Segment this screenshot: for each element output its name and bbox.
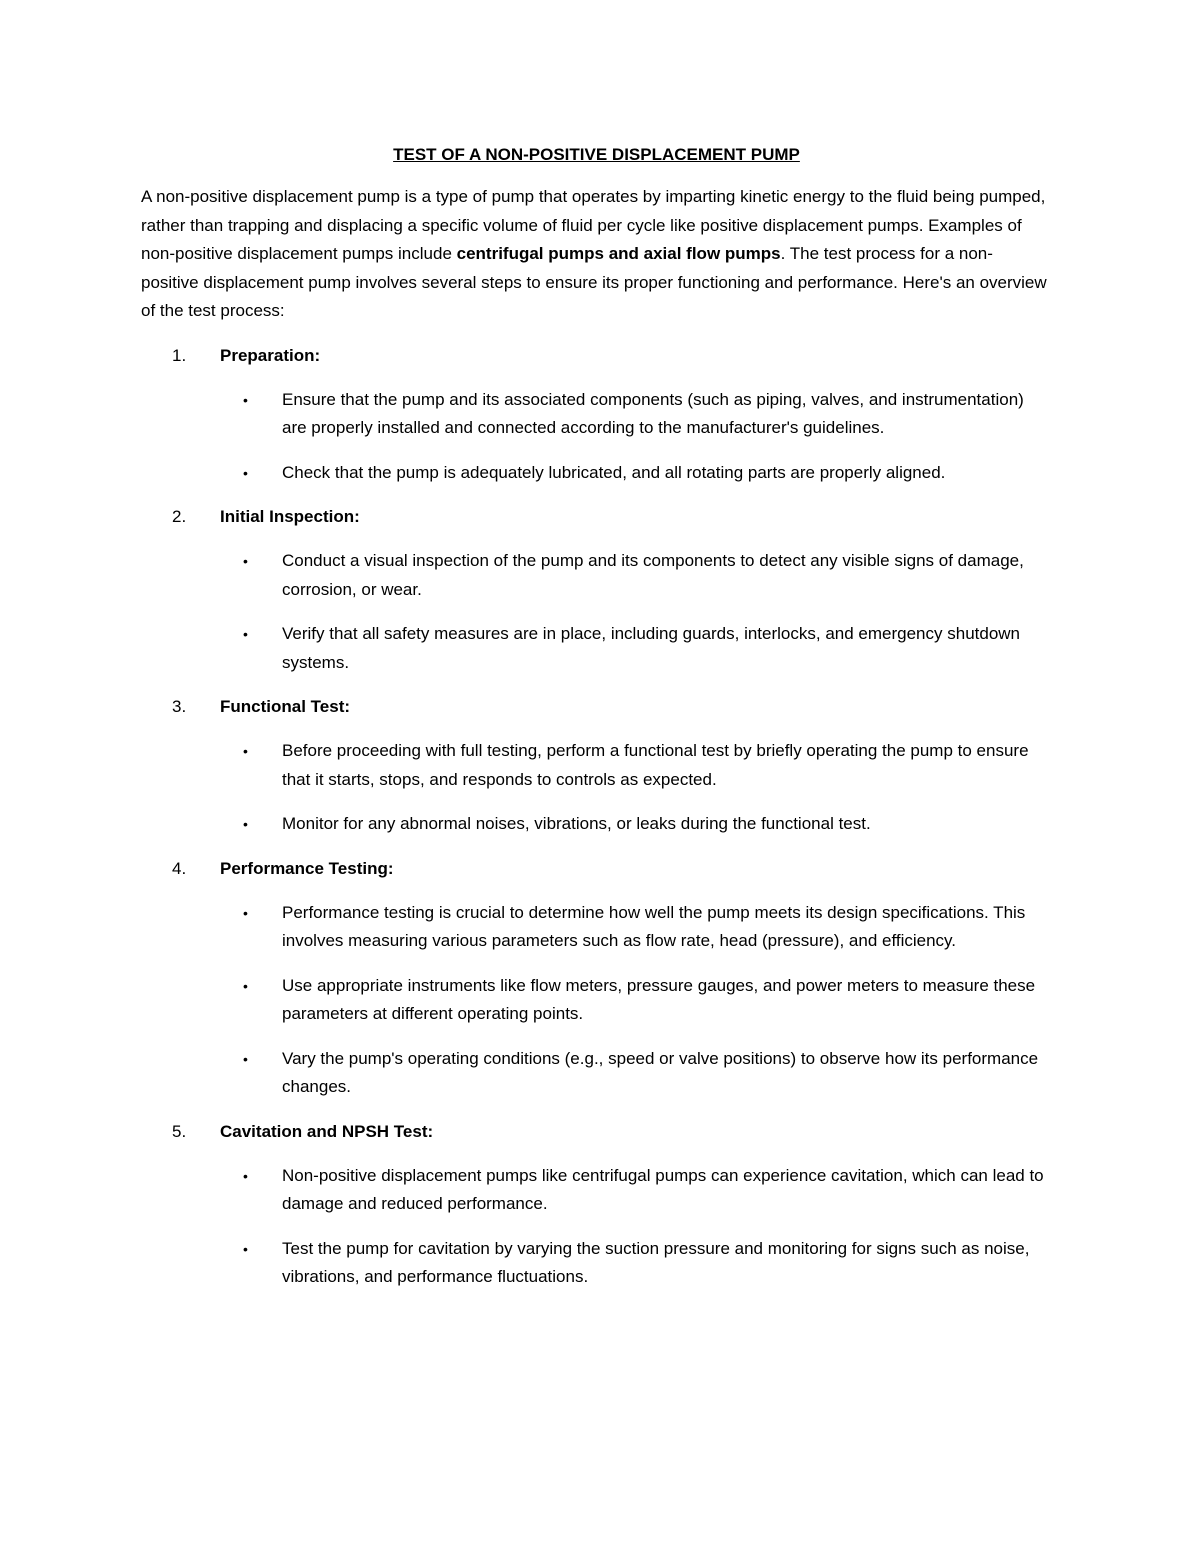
intro-text-part-1: A non-positive displacement pump is a type of pump that operates by imparting kinetic energy to the fluid being pumped, rather than trapping and displacing a specific volume of fluid per cycle like positive displacement pumps. Examples of non-positive displacement pumps include — [141, 187, 1046, 263]
bullet-list — [141, 547, 1050, 677]
step-title: Preparation: — [220, 345, 321, 365]
bullet-item — [141, 737, 1050, 794]
step-number: 2. — [172, 507, 187, 526]
step-number: 5. — [172, 1121, 187, 1141]
bullet-item — [141, 972, 1050, 1029]
bullet-text: Check that the pump is adequately lubricated, and all rotating parts are properly aligned. — [282, 462, 946, 482]
bullet-icon: • — [243, 464, 248, 481]
step-item — [141, 855, 1050, 1102]
bullet-icon: • — [243, 816, 248, 832]
intro-paragraph — [141, 183, 1050, 326]
bullet-list — [141, 899, 1050, 1102]
bullet-item — [141, 810, 1050, 839]
bullet-list — [141, 386, 1050, 488]
bullet-item — [141, 547, 1050, 604]
step-heading — [141, 1118, 1050, 1146]
bullet-icon: • — [243, 1240, 248, 1257]
bullet-text: Ensure that the pump and its associated components (such as piping, valves, and instrumentation) are properly installed and connected according to the manufacturer's guidelines. — [282, 389, 1024, 437]
step-number: 1. — [172, 345, 187, 365]
bullet-item — [141, 1045, 1050, 1102]
document-title: TEST OF A NON-POSITIVE DISPLACEMENT PUMP — [393, 145, 800, 164]
step-number: 3. — [172, 697, 187, 716]
bullet-icon: • — [243, 1050, 248, 1067]
bullet-item — [141, 386, 1050, 443]
step-heading — [141, 855, 1050, 883]
bullet-item — [141, 620, 1050, 677]
bullet-text: Non-positive displacement pumps like centrifugal pumps can experience cavitation, which can lead to damage and reduced performance. — [282, 1165, 1044, 1213]
bullet-text: Before proceeding with full testing, perform a functional test by briefly operating the pump to ensure that it starts, stops, and responds to controls as expected. — [282, 741, 1029, 789]
bullet-item — [141, 459, 1050, 488]
step-item — [141, 342, 1050, 488]
step-heading — [141, 693, 1050, 721]
step-heading — [141, 342, 1050, 370]
bullet-text: Vary the pump's operating conditions (e.g., speed or valve positions) to observe how its performance changes. — [282, 1048, 1039, 1096]
step-title: Performance Testing: — [220, 858, 394, 878]
bullet-icon: • — [243, 904, 248, 921]
step-title: Initial Inspection: — [220, 507, 360, 526]
bullet-text: Monitor for any abnormal noises, vibrations, or leaks during the functional test. — [282, 814, 871, 833]
bullet-text: Verify that all safety measures are in place, including guards, interlocks, and emergency shutdown systems. — [282, 624, 1021, 672]
intro-bold-examples: centrifugal pumps and axial flow pumps — [456, 244, 781, 263]
step-item — [141, 1118, 1050, 1292]
bullet-text: Test the pump for cavitation by varying the suction pressure and monitoring for signs such as noise, vibrations, and performance fluctuations. — [282, 1238, 1030, 1286]
bullet-text: Performance testing is crucial to determine how well the pump meets its design specifications. This involves measuring various parameters such as flow rate, head (pressure), and efficiency. — [282, 902, 1026, 950]
step-item — [141, 503, 1050, 677]
bullet-text: Conduct a visual inspection of the pump and its components to detect any visible signs of damage, corrosion, or wear. — [282, 551, 1024, 599]
step-number: 4. — [172, 858, 187, 878]
bullet-item — [141, 1235, 1050, 1292]
bullet-icon: • — [243, 553, 248, 569]
bullet-icon: • — [243, 1167, 248, 1184]
steps-list — [141, 342, 1050, 1292]
bullet-item — [141, 1162, 1050, 1219]
bullet-icon: • — [243, 743, 248, 759]
bullet-text: Use appropriate instruments like flow meters, pressure gauges, and power meters to measure these parameters at different operating points. — [282, 975, 1036, 1023]
step-title: Functional Test: — [220, 697, 351, 716]
step-title: Cavitation and NPSH Test: — [220, 1121, 434, 1141]
bullet-list — [141, 737, 1050, 839]
step-heading — [141, 503, 1050, 531]
bullet-icon: • — [243, 977, 248, 994]
bullet-icon: • — [243, 626, 248, 642]
intro-text-part-2: . The test process for a non-positive displacement pump involves several steps to ensure its proper functioning and performance. Here's an overview of the test process: — [141, 244, 1047, 320]
bullet-item — [141, 899, 1050, 956]
step-item — [141, 693, 1050, 839]
bullet-icon: • — [243, 391, 248, 408]
bullet-list — [141, 1162, 1050, 1292]
